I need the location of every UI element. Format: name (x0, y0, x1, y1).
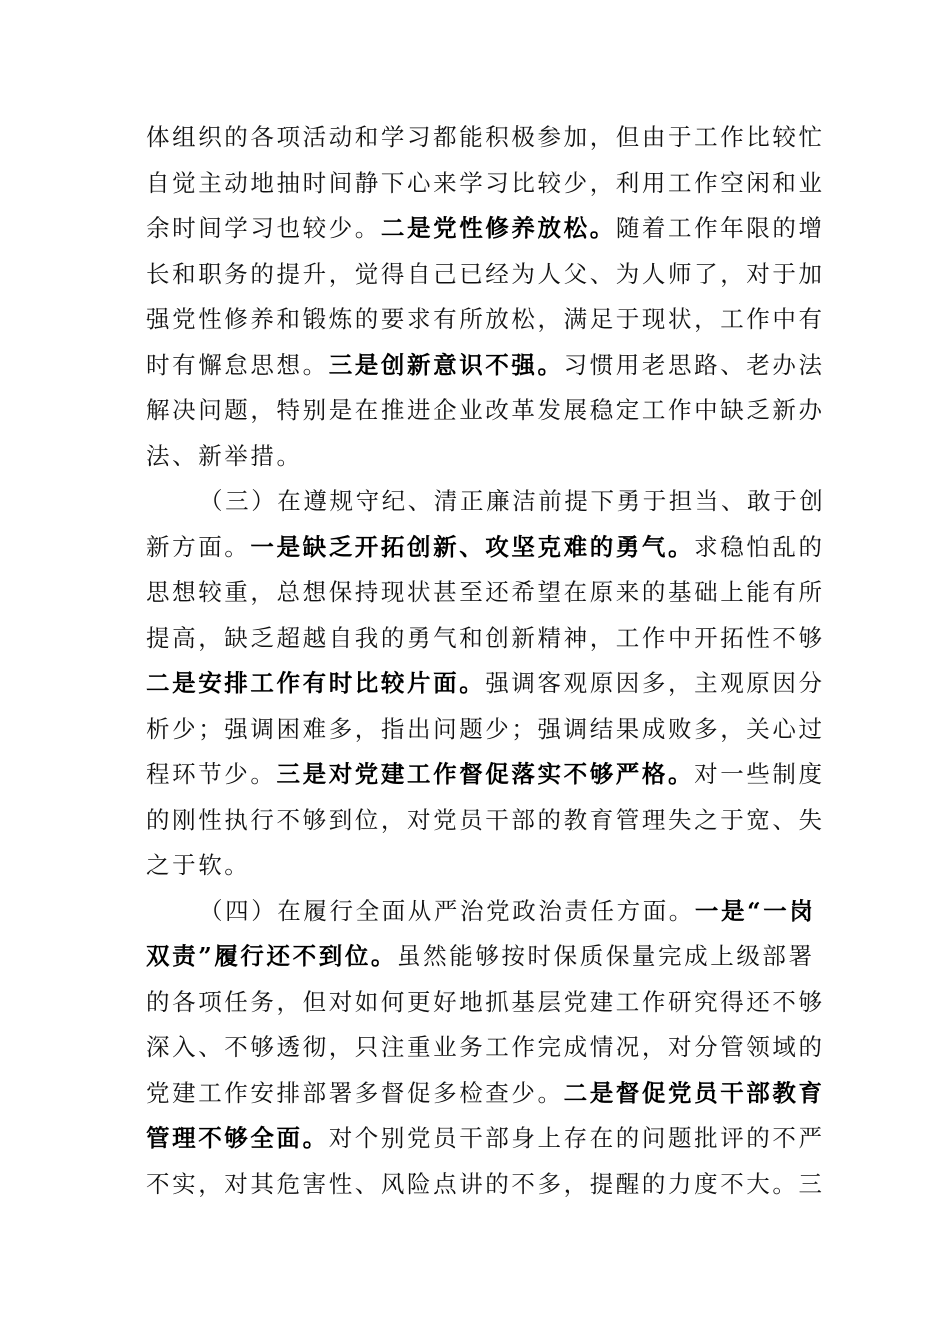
text-line: 之于软。 (146, 851, 251, 879)
text-line (146, 889, 816, 935)
text-run: 对一些制度 (694, 760, 825, 788)
text-line (146, 343, 825, 389)
text-line: 的刚性执行不够到位，对党员干部的教育管理失之于宽、失 (146, 805, 825, 834)
paragraph-continued (146, 115, 825, 479)
text-line: 提高，缺乏超越自我的勇气和创新精神，工作中开拓性不够 (146, 623, 825, 652)
text-run: 强调客观原因多，主观原因分 (485, 669, 825, 697)
text-run: 随着工作年限的增 (615, 214, 825, 242)
bold-heading: 管理不够全面。 (146, 1124, 329, 1152)
bold-heading: 一是缺乏开拓创新、攻坚克难的勇气。 (250, 532, 695, 561)
bold-heading: 双责”履行还不到位。 (146, 942, 398, 970)
text-line (146, 206, 825, 252)
text-line (146, 1116, 825, 1162)
text-run: 新方面。 (146, 532, 251, 561)
paragraph-section-3 (146, 479, 826, 889)
bold-heading: 三是创新意识不强。 (328, 350, 564, 379)
text-line: 体组织的各项活动和学习都能积极参加，但由于工作比较忙 (146, 123, 825, 151)
text-run: 时有懈怠思想。 (146, 350, 329, 379)
text-line: 解决问题，特别是在推进企业改革发展稳定工作中缺乏新办 (146, 396, 825, 424)
text-run: 习惯用老思路、老办法 (563, 350, 825, 379)
bold-heading: 一是“一岗 (694, 896, 816, 925)
section-heading: （三）在遵规守纪、清正廉洁前提下勇于担当、敢于创 (199, 487, 826, 515)
text-run: 党建工作安排部署多督促多检查少。 (146, 1078, 564, 1107)
text-line (146, 661, 825, 707)
text-line (146, 525, 825, 571)
text-line: 长和职务的提升，觉得自己已经为人父、为人师了，对于加 (146, 259, 825, 288)
text-line: 深入、不够透彻，只注重业务工作完成情况，对分管领域的 (146, 1033, 825, 1061)
text-run: 求稳怕乱的 (694, 532, 825, 561)
text-line (146, 1071, 825, 1117)
text-run: 程环节少。 (146, 760, 277, 788)
bold-heading: 二是安排工作有时比较片面。 (146, 669, 486, 697)
text-line (146, 479, 826, 525)
text-run: 对个别党员干部身上存在的问题批评的不严 (328, 1124, 825, 1152)
text-line: 不实，对其危害性、风险点讲的不多，提醒的力度不大。三 (146, 1169, 825, 1198)
document-body (146, 115, 826, 1207)
text-line: 思想较重，总想保持现状甚至还希望在原来的基础上能有所 (146, 578, 825, 606)
text-line: 的各项任务，但对如何更好地抓基层党建工作研究得还不够 (146, 987, 825, 1016)
section-heading: （四）在履行全面从严治党政治责任方面。 (199, 896, 695, 925)
text-line: 析少；强调困难多，指出问题少；强调结果成败多，关心过 (146, 714, 825, 743)
text-line: 强党性修养和锻炼的要求有所放松，满足于现状，工作中有 (146, 305, 825, 333)
bold-heading: 三是对党建工作督促落实不够严格。 (276, 760, 695, 788)
text-line (146, 752, 825, 798)
text-line (146, 934, 815, 980)
text-line: 自觉主动地抽时间静下心来学习比较少，利用工作空闲和业 (146, 168, 825, 197)
text-run: 虽然能够按时保质保量完成上级部署 (397, 942, 815, 970)
paragraph-section-4 (146, 889, 825, 1208)
bold-heading: 二是督促党员干部教育 (563, 1078, 825, 1107)
text-run: 余时间学习也较少。 (146, 214, 381, 242)
bold-heading: 二是党性修养放松。 (380, 214, 616, 242)
text-line: 法、新举措。 (146, 441, 303, 470)
